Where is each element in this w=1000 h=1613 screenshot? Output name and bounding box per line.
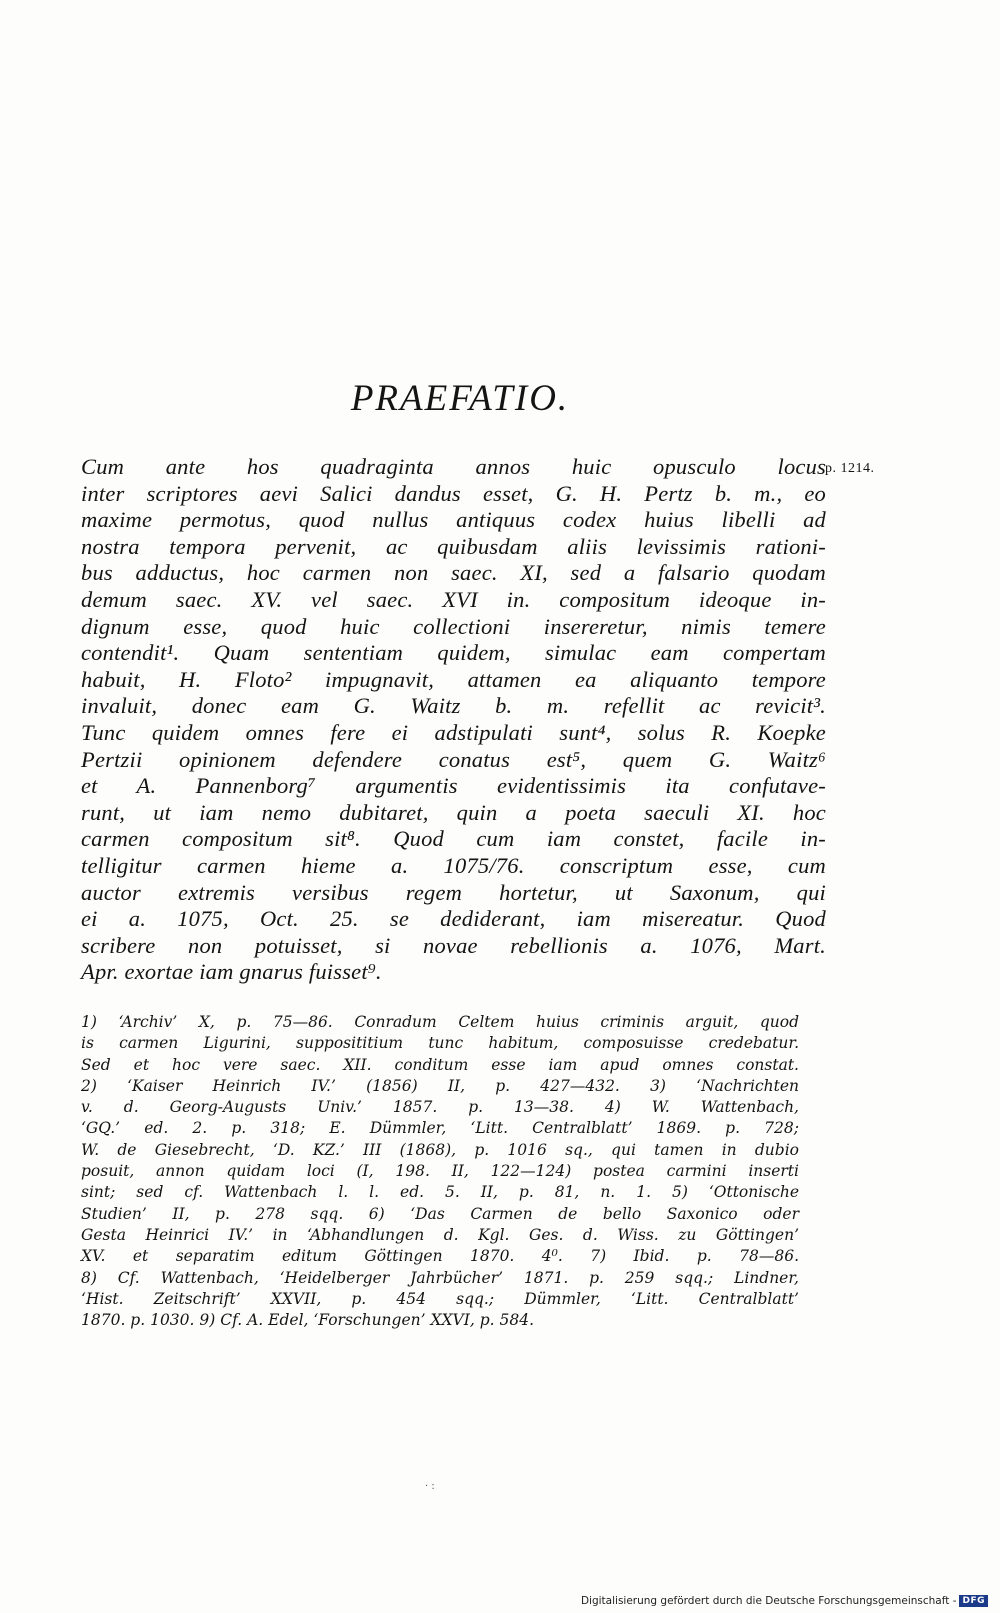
body-line: demum saec. XV. vel saec. XVI in. compositum ideoque in- [81, 586, 826, 612]
body-line: Cum ante hos quadraginta annos huic opusculo locus [81, 454, 826, 479]
footnote-line: is carmen Ligurini, supposititium tunc habitum, composuisse credebatur. [81, 1034, 799, 1053]
digitization-credit [581, 1595, 988, 1607]
dfg-logo: DFG [959, 1595, 988, 1607]
footnote-line: XV. et separatim editum Göttingen 1870. 4⁰. 7) Ibid. p. 78—86. [81, 1247, 799, 1266]
body-line: et A. Pannenborg⁷ argumentis evidentissimis ita confutave- [81, 773, 826, 799]
body-line: Tunc quidem omnes fere ei adstipulati sunt⁴, solus R. Koepke [81, 719, 826, 745]
body-line: contendit¹. Quam sententiam quidem, simulac eam compertam [81, 640, 826, 666]
body-line: Apr. exortae iam gnarus fuisset⁹. [81, 959, 382, 985]
footnote-line: 8) Cf. Wattenbach, ‘Heidelberger Jahrbücher’ 1871. p. 259 sqq.; Lindner, [81, 1268, 799, 1287]
body-line: scribere non potuisset, si novae rebellionis a. 1076, Mart. [81, 932, 826, 958]
body-line: nostra tempora pervenit, ac quibusdam aliis levissimis rationi- [81, 533, 826, 559]
body-line: telligitur carmen hieme a. 1075/76. conscriptum esse, cum [81, 852, 826, 878]
body-line: bus adductus, hoc carmen non saec. XI, sed a falsario quodam [81, 560, 826, 586]
digitization-credit-text: Digitalisierung gefördert durch die Deutsche Forschungsgemeinschaft - [580, 1595, 957, 1607]
footnote-line: Sed et hoc vere saec. XII. conditum esse iam apud omnes constat. [81, 1055, 799, 1074]
footnote-line: Gesta Heinrici IV.’ in ‘Abhandlungen d. Kgl. Ges. d. Wiss. zu Göttingen’ [81, 1225, 799, 1244]
footnote-line: Studien’ II, p. 278 sqq. 6) ‘Das Carmen de bello Saxonico oder [81, 1204, 799, 1223]
footnote-line: 2) ‘Kaiser Heinrich IV.’ (1856) II, p. 427—432. 3) ‘Nachrichten [81, 1076, 799, 1095]
body-line: runt, ut iam nemo dubitaret, quin a poeta saeculi XI. hoc [81, 799, 826, 825]
footnote-line: ‘GQ.’ ed. 2. p. 318; E. Dümmler, ‘Litt. Centralblatt’ 1869. p. 728; [81, 1119, 799, 1138]
body-line: inter scriptores aevi Salici dandus esset, G. H. Pertz b. m., eo [81, 480, 826, 506]
footnote-line: v. d. Georg-Augusts Univ.’ 1857. p. 13—38. 4) W. Wattenbach, [81, 1098, 799, 1117]
body-line: Pertzii opinionem defendere conatus est⁵, quem G. Waitz⁶ [81, 746, 826, 772]
footnotes [81, 1012, 799, 1331]
body-line: dignum esse, quod huic collectioni insereretur, nimis temere [81, 613, 826, 639]
page-title: PRAEFATIO. [350, 378, 570, 419]
margin-page-reference: p. 1214. [825, 461, 875, 476]
body-line: carmen compositum sit⁸. Quod cum iam constet, facile in- [81, 826, 826, 852]
footnote-line: 1870. p. 1030. 9) Cf. A. Edel, ‘Forschungen’ XXVI, p. 584. [81, 1311, 534, 1330]
body-line: maxime permotus, quod nullus antiquus codex huius libelli ad [81, 507, 826, 533]
footnote-line: posuit, annon quidam loci (I, 198. II, 122—124) postea carmini inserti [81, 1162, 799, 1181]
footnote-line: ‘Hist. Zeitschrift’ XXVII, p. 454 sqq.; Dümmler, ‘Litt. Centralblatt’ [81, 1289, 799, 1308]
footnote-line: sint; sed cf. Wattenbach l. l. ed. 5. II, p. 81, n. 1. 5) ‘Ottonische [81, 1183, 799, 1202]
footnote-line: 1) ‘Archiv’ X, p. 75—86. Conradum Celtem huius criminis arguit, quod [81, 1013, 799, 1031]
scan-specks: · : [425, 1481, 435, 1492]
preface-body [81, 454, 826, 986]
footnote-line: W. de Giesebrecht, ‘D. KZ.’ III (1868), p. 1016 sq., qui tamen in dubio [81, 1140, 799, 1159]
body-line: auctor extremis versibus regem hortetur, ut Saxonum, qui [81, 879, 826, 905]
body-line: invaluit, donec eam G. Waitz b. m. refellit ac revicit³. [81, 693, 826, 719]
body-line: ei a. 1075, Oct. 25. se dediderant, iam misereatur. Quod [81, 906, 826, 932]
body-line: habuit, H. Floto² impugnavit, attamen ea aliquanto tempore [81, 666, 826, 692]
